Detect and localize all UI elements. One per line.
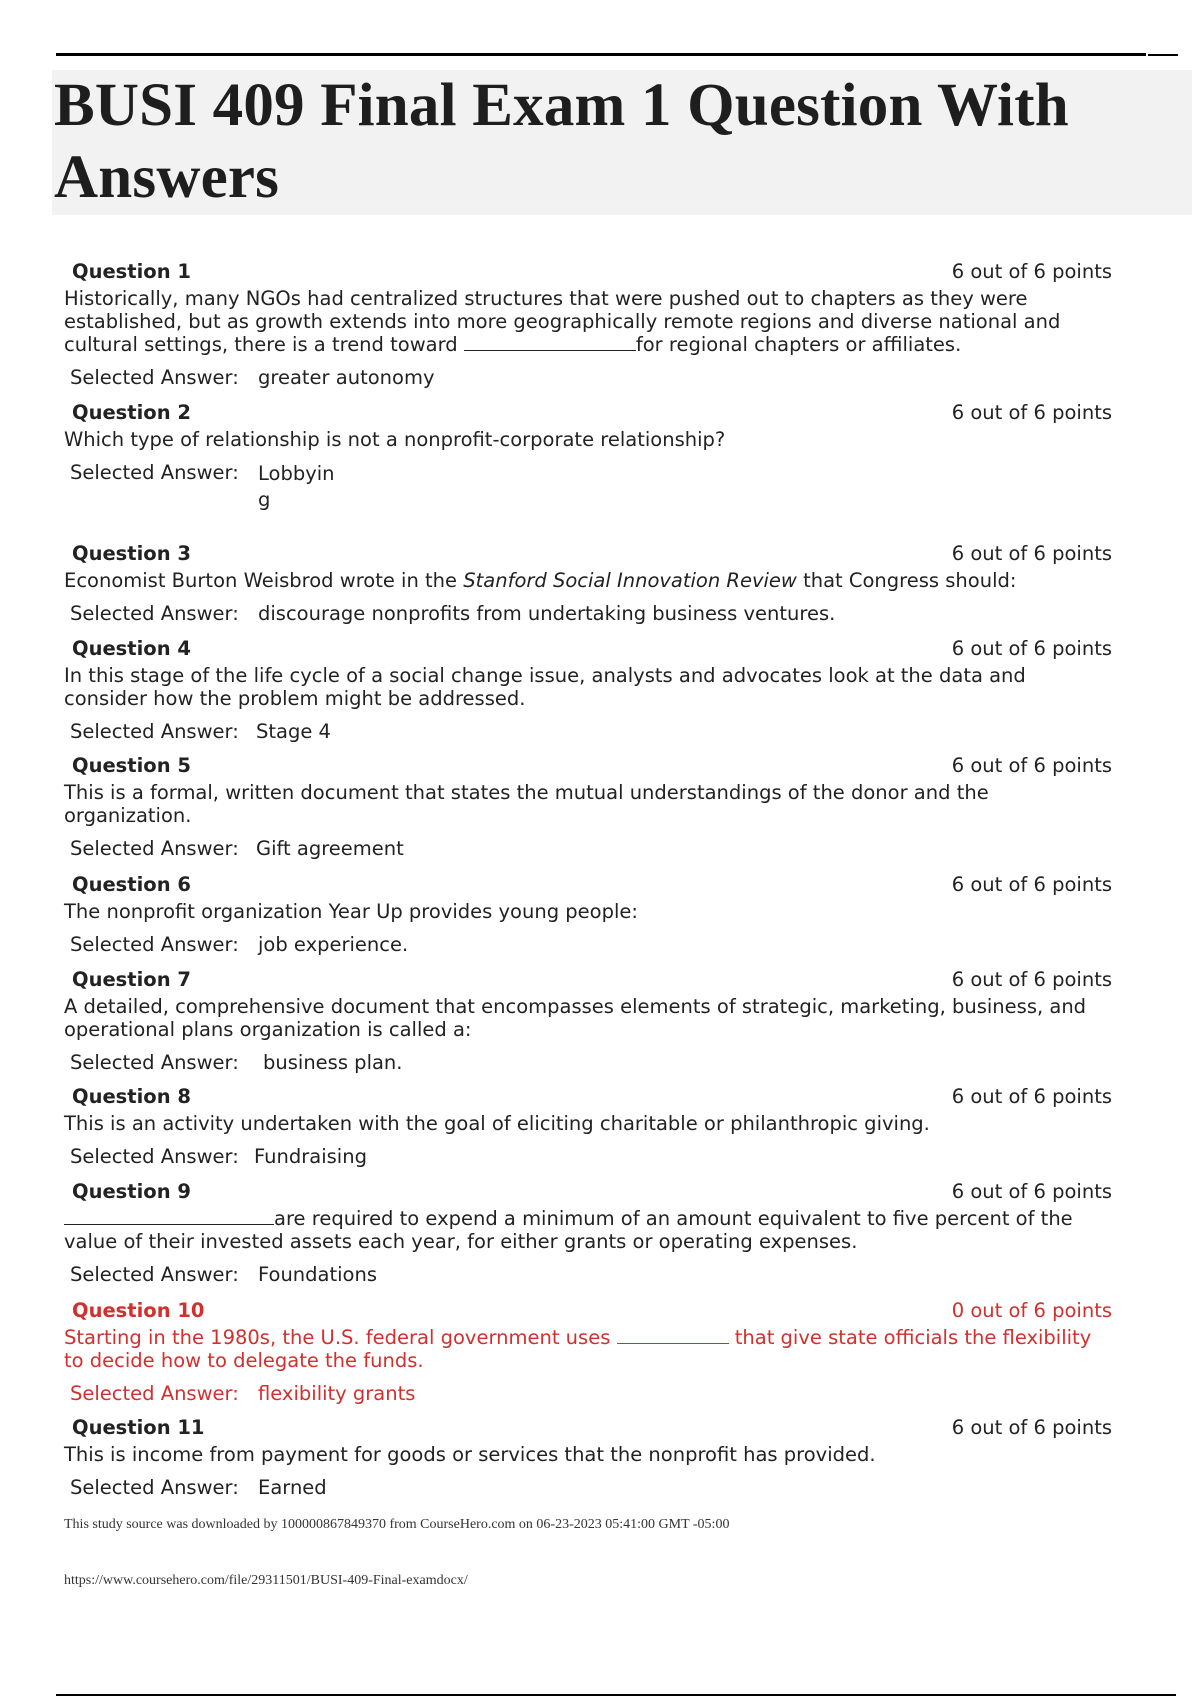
source-attribution: This study source was downloaded by 100000867849370 from CourseHero.com on 06-23-2023 05:41:00 GMT -05:00 — [64, 1517, 730, 1532]
question-text: This is income from payment for goods or services that the nonprofit has provided. — [64, 1443, 876, 1466]
selected-answer-label: Selected Answer: — [70, 461, 239, 484]
selected-answer-row — [64, 933, 1124, 957]
selected-answer-value: Stage 4 — [256, 720, 331, 743]
question-points: 6 out of 6 points — [951, 873, 1112, 896]
question-block-3 — [64, 542, 1124, 626]
question-label: Question 3 — [72, 542, 191, 565]
selected-answer-row — [64, 1145, 1124, 1169]
selected-answer-label: Selected Answer: — [70, 1263, 239, 1286]
selected-answer-row — [64, 720, 1124, 744]
selected-answer-label: Selected Answer: — [70, 720, 239, 743]
question-label: Question 4 — [72, 637, 191, 660]
selected-answer-value: Gift agreement — [256, 837, 404, 860]
bottom-rule — [56, 1694, 1176, 1696]
question-points: 0 out of 6 points — [951, 1299, 1112, 1322]
question-points: 6 out of 6 points — [951, 1416, 1112, 1439]
question-points: 6 out of 6 points — [951, 260, 1112, 283]
selected-answer-value: job experience. — [258, 933, 409, 956]
question-label: Question 11 — [72, 1416, 205, 1439]
answer-blank — [464, 349, 636, 351]
question-text: are required to expend a minimum of an amount equivalent to five percent of the value of their invested assets each year, for either grants or operating expenses. — [64, 1207, 1073, 1253]
question-block-10 — [64, 1299, 1124, 1406]
question-block-9 — [64, 1180, 1124, 1287]
top-rule-tail — [1148, 54, 1178, 56]
selected-answer-row — [64, 837, 1124, 861]
selected-answer-row — [64, 366, 1124, 390]
selected-answer-value: Earned — [258, 1476, 327, 1499]
selected-answer-value: Fundraising — [254, 1145, 367, 1168]
question-points: 6 out of 6 points — [951, 968, 1112, 991]
question-label: Question 7 — [72, 968, 191, 991]
selected-answer-value: business plan. — [263, 1051, 403, 1074]
question-block-6 — [64, 873, 1124, 957]
question-block-4 — [64, 637, 1124, 744]
question-text: A detailed, comprehensive document that encompasses elements of strategic, marketing, business, and operational plans organization is called a: — [64, 995, 1087, 1041]
source-url: https://www.coursehero.com/file/29311501/BUSI-409-Final-examdocx/ — [64, 1573, 468, 1588]
question-points: 6 out of 6 points — [951, 401, 1112, 424]
question-label: Question 5 — [72, 754, 191, 777]
question-points: 6 out of 6 points — [951, 1085, 1112, 1108]
question-block-2 — [64, 401, 1124, 513]
selected-answer-value: greater autonomy — [258, 366, 435, 389]
question-label: Question 1 — [72, 260, 191, 283]
selected-answer-label: Selected Answer: — [70, 1476, 239, 1499]
answer-blank — [617, 1342, 729, 1344]
question-points: 6 out of 6 points — [951, 637, 1112, 660]
question-text: The nonprofit organization Year Up provides young people: — [64, 900, 638, 923]
selected-answer-label: Selected Answer: — [70, 837, 239, 860]
selected-answer-row — [64, 602, 1124, 626]
question-block-11 — [64, 1416, 1124, 1500]
question-text: Which type of relationship is not a nonprofit-corporate relationship? — [64, 428, 726, 451]
question-points: 6 out of 6 points — [951, 1180, 1112, 1203]
question-block-5 — [64, 754, 1124, 861]
question-text: In this stage of the life cycle of a social change issue, analysts and advocates look at the data and consider how the problem might be addressed. — [64, 664, 1026, 710]
selected-answer-row — [64, 1051, 1124, 1075]
selected-answer-row — [64, 1382, 1124, 1406]
question-text: Starting in the 1980s, the U.S. federal government uses that give state officials the flexibility to decide how to delegate the funds. — [64, 1326, 1092, 1372]
question-points: 6 out of 6 points — [951, 754, 1112, 777]
publication-title: Stanford Social Innovation Review — [463, 569, 797, 592]
top-rule — [56, 53, 1146, 56]
answer-blank — [64, 1223, 274, 1225]
selected-answer-row — [64, 1476, 1124, 1500]
selected-answer-value: Lobbying — [258, 462, 335, 511]
question-text: This is an activity undertaken with the goal of eliciting charitable or philanthropic giving. — [64, 1112, 930, 1135]
question-block-7 — [64, 968, 1124, 1075]
selected-answer-row — [64, 1263, 1124, 1287]
question-label: Question 6 — [72, 873, 191, 896]
selected-answer-label: Selected Answer: — [70, 933, 239, 956]
selected-answer-label: Selected Answer: — [70, 1382, 239, 1405]
question-text: Historically, many NGOs had centralized structures that were pushed out to chapters as they were established, but as growth extends into more geographically remote regions and diverse national and cultural settings, there is a trend toward for regional chapters or affiliates. — [64, 287, 1061, 356]
question-label: Question 10 — [72, 1299, 205, 1322]
question-label: Question 2 — [72, 401, 191, 424]
selected-answer-value: flexibility grants — [258, 1382, 416, 1405]
question-text: Economist Burton Weisbrod wrote in the Stanford Social Innovation Review that Congress should: — [64, 569, 1017, 592]
question-block-1 — [64, 260, 1124, 390]
selected-answer-label: Selected Answer: — [70, 1145, 239, 1168]
selected-answer-label: Selected Answer: — [70, 366, 239, 389]
question-block-8 — [64, 1085, 1124, 1169]
selected-answer-row — [64, 461, 1124, 513]
question-label: Question 9 — [72, 1180, 191, 1203]
question-text: This is a formal, written document that states the mutual understandings of the donor and the organization. — [64, 781, 989, 827]
selected-answer-value: Foundations — [258, 1263, 378, 1286]
question-points: 6 out of 6 points — [951, 542, 1112, 565]
page-title: BUSI 409 Final Exam 1 Question With Answers — [54, 72, 1069, 211]
question-label: Question 8 — [72, 1085, 191, 1108]
selected-answer-label: Selected Answer: — [70, 602, 239, 625]
selected-answer-label: Selected Answer: — [70, 1051, 239, 1074]
selected-answer-value: discourage nonprofits from undertaking business ventures. — [258, 602, 836, 625]
